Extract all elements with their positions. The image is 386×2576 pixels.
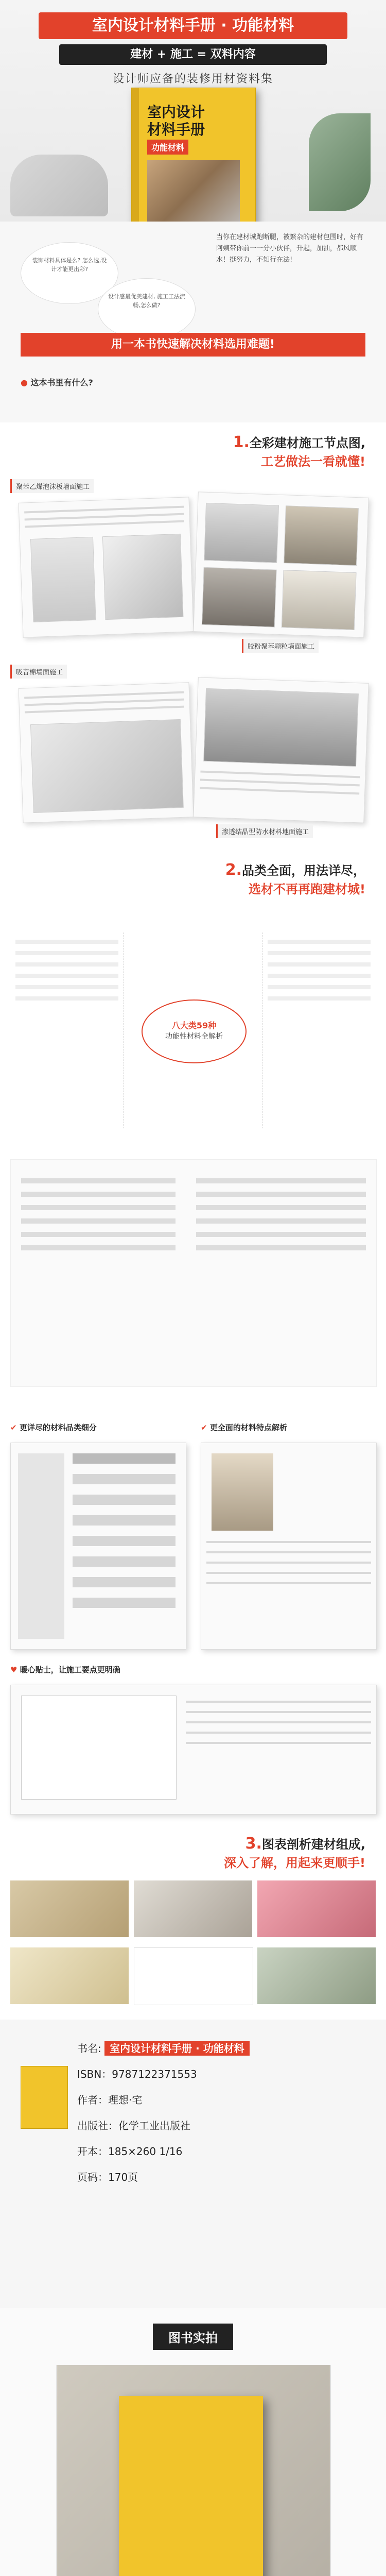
check-icon: ✔ [10, 1423, 17, 1432]
left-label: ✔ 更详尽的材料品类细分 [10, 1423, 97, 1432]
info-author: 作者：理想·宅 [77, 2094, 143, 2106]
check-icon: ✔ [201, 1423, 207, 1432]
category-sheet-left [21, 1170, 176, 1376]
tips-mock [10, 1685, 377, 1815]
info-format: 开本：185×260 1/16 [77, 2145, 183, 2158]
feature-1-section [0, 422, 386, 845]
question-small-title: ● 这本书里有什么? [21, 378, 93, 387]
info-publisher: 出版社：化学工业出版社 [77, 2120, 190, 2132]
info-pages: 页码：170页 [77, 2171, 138, 2183]
photo-cover [57, 2365, 330, 2576]
photos-title: 图书实拍 [0, 2324, 386, 2350]
book-cover-tag: 功能材料 [147, 140, 188, 155]
category-left-list [10, 933, 124, 1128]
tag-glue-powder: 胶粉聚苯颗粒墙面施工 [242, 639, 319, 653]
feature-table-mock [201, 1443, 377, 1650]
category-sheet-right [196, 1170, 366, 1376]
bulb-icon: ● [21, 378, 28, 387]
page-mock-1 [19, 497, 194, 637]
feature-3-section [0, 1412, 386, 2020]
feature-2-section [0, 845, 386, 1412]
book-photos-section [0, 2308, 386, 2576]
info-isbn: ISBN：9787122371553 [77, 2068, 197, 2080]
book-info-section [0, 2020, 386, 2308]
tag-sound-wool: 吸音棉墙面施工 [10, 665, 67, 679]
material-breakdown [10, 1880, 376, 2009]
category-badge: 八大类59种 功能性材料全解析 [142, 999, 247, 1063]
hero-banner [0, 0, 386, 222]
hero-subtitle: 建材 + 施工 = 双料内容 [59, 44, 327, 65]
feature-4-heading: 3.图表剖析建材组成, 深入了解，用起来更顺手! [224, 1835, 365, 1870]
tip-label: ♥ 暖心贴士，让施工要点更明确 [10, 1665, 120, 1674]
book-cover [131, 88, 256, 243]
book-spine [132, 88, 139, 243]
hero-title: 室内设计材料手册 · 功能材料 [39, 12, 347, 39]
page-mock-4 [193, 677, 369, 823]
question-lead: 当你在建材城跑断腿，被繁杂的建材包围时，好有阿姨带你前一一分小伙伴，升起，加油，都风顺水！挺努力，不知行在法! [216, 233, 364, 264]
feature-2-heading: 2.品类全面，用法详尽， 选材不再再跑建材城! [225, 861, 365, 896]
bubble-1: 装饰材料具体是么? 怎么选,设计才能更出彩? [21, 242, 118, 304]
page-mock-3 [19, 682, 194, 823]
book-cover-title: 室内设计 材料手册 [147, 104, 205, 138]
book-thumbnail [21, 2066, 68, 2129]
category-table-mock [10, 1443, 186, 1650]
right-label: ✔ 更全面的材料特点解析 [201, 1423, 287, 1432]
tag-waterproof: 渗透结晶型防水材料地面施工 [216, 824, 313, 838]
question-section [0, 222, 386, 422]
feature-1-heading: 1.全彩建材施工节点图, 工艺做法一看就懂! [233, 433, 365, 469]
page-mock-2 [193, 492, 369, 637]
category-map [10, 922, 376, 1139]
category-detail-sheet [10, 1159, 377, 1387]
info-book-name: 书名: 室内设计材料手册 · 功能材料 [77, 2040, 250, 2055]
book-cover-photo [147, 160, 240, 222]
leaf-decoration [309, 113, 371, 211]
bubble-2: 设计感最优美建材, 施工工法流畅,怎么做? [98, 278, 196, 340]
category-right-list [262, 933, 376, 1128]
stone-decoration [10, 155, 108, 216]
question-banner: 用一本书快速解决材料选用难题! [21, 333, 365, 357]
hero-tagline: 设计师应备的装修用材资料集 [112, 73, 273, 86]
tag-polystyrene: 聚苯乙烯泡沫板墙面施工 [10, 479, 94, 493]
heart-icon: ♥ [10, 1665, 17, 1674]
